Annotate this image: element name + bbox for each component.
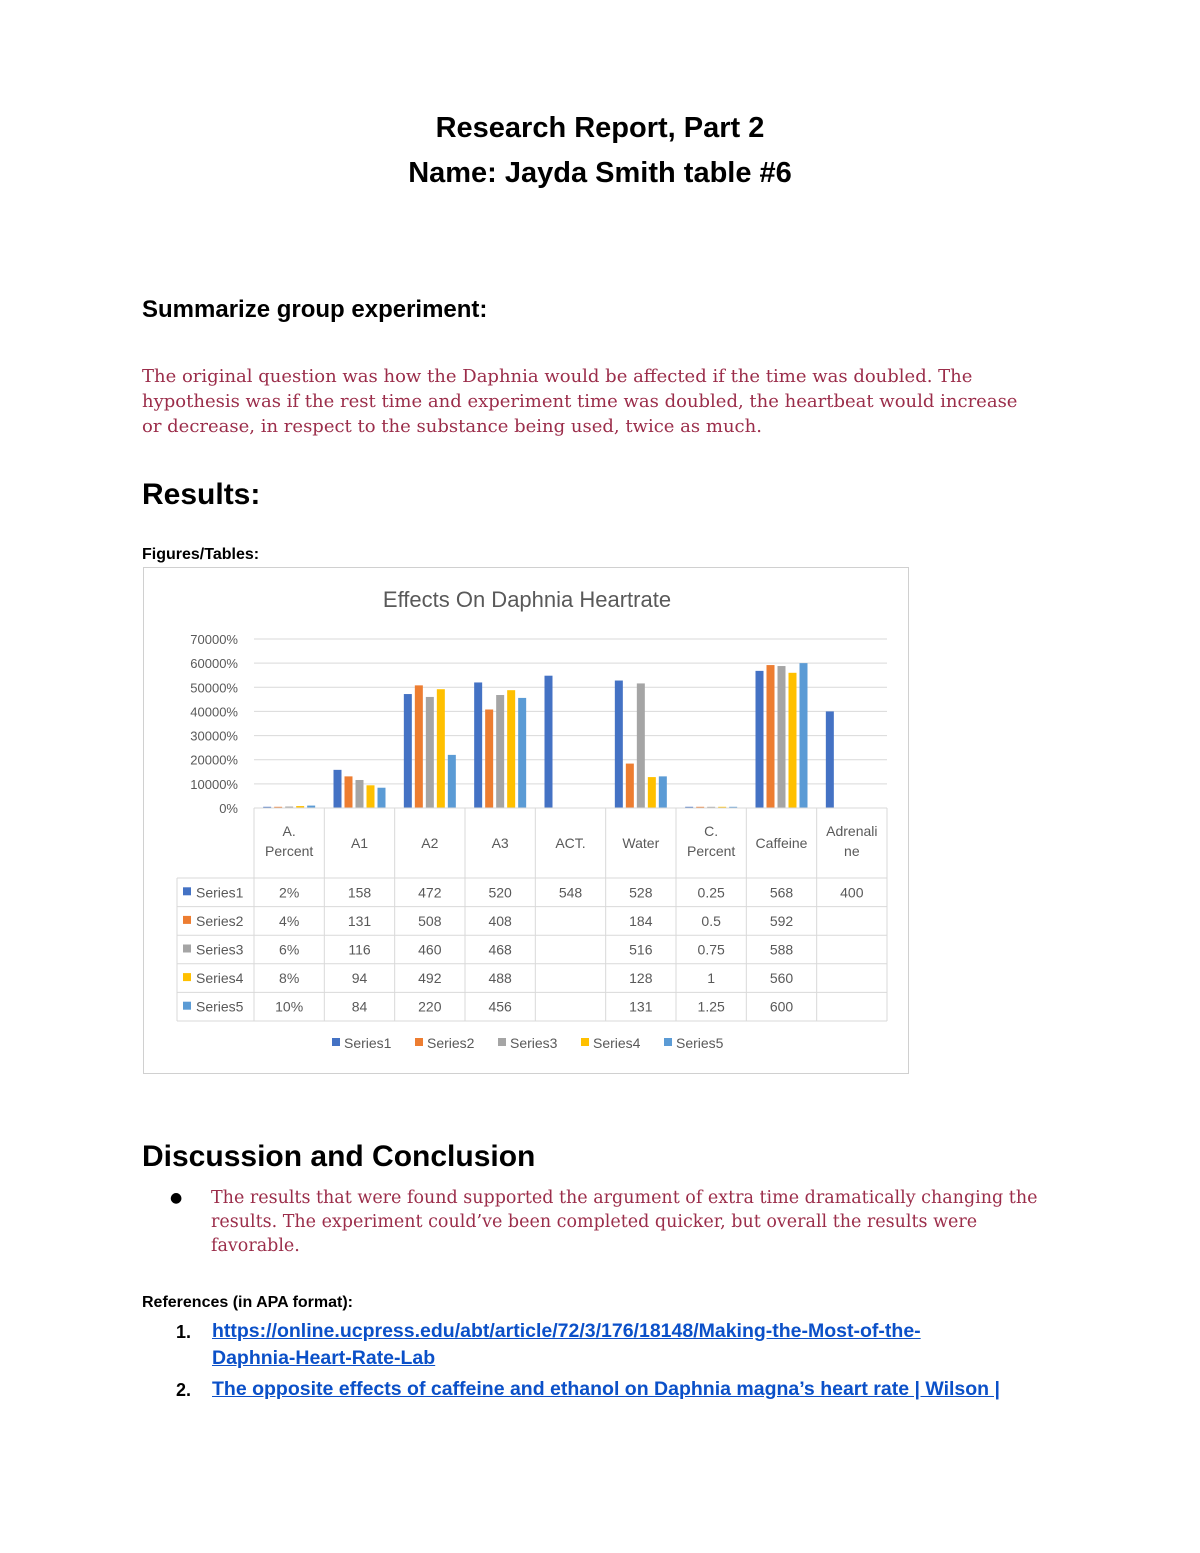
name-line: Name: Jayda Smith table #6 (408, 157, 792, 189)
bar-series1-2 (334, 770, 342, 808)
bar-series3-4 (496, 695, 504, 808)
bar-series3-6 (637, 683, 645, 808)
category-label: Percent (687, 843, 736, 859)
table-cell: 131 (629, 998, 653, 1015)
bar-series2-4 (485, 709, 493, 808)
y-tick-label: 50000% (190, 680, 238, 696)
table-cell: 1 (707, 970, 716, 987)
table-cell: 8% (279, 970, 300, 987)
bar-series1-3 (404, 694, 412, 808)
y-tick-label: 60000% (190, 656, 238, 672)
reference-link-line[interactable]: https://online.ucpress.edu/abt/article/72/3/176/18148/Making-the-Most-of-the- (212, 1320, 921, 1342)
category-label: A. (282, 823, 296, 839)
category-label: Adrenali (826, 823, 878, 839)
bar-series4-6 (648, 777, 656, 808)
table-legend-key (183, 916, 191, 924)
bullet-line: results. The experiment could’ve been completed quicker, but overall the results were favorable. (211, 1212, 978, 1256)
legend-key (581, 1038, 589, 1046)
table-series-label: Series4 (196, 970, 244, 987)
table-series-label: Series1 (196, 884, 244, 901)
table-cell: 0.75 (697, 941, 725, 958)
table-legend-key (183, 945, 191, 953)
table-cell: 600 (769, 998, 794, 1015)
reference-link-1[interactable] (212, 1318, 1072, 1372)
bar-series2-3 (415, 685, 423, 808)
bar-series3-8 (778, 666, 786, 808)
category-label: A1 (350, 835, 369, 851)
bar-series2-6 (626, 764, 634, 808)
results-heading: Results: (142, 478, 261, 511)
summary-line: The original question was how the Daphnia would be affected if the time was doubled. The (142, 366, 973, 387)
summary-line: hypothesis was if the rest time and experiment time was doubled, the heartbeat would increase (142, 391, 1018, 412)
legend-label: Series1 (344, 1035, 392, 1051)
discussion-heading: Discussion and Conclusion (142, 1140, 536, 1173)
y-tick-label: 0% (219, 801, 238, 816)
bar-series1-5 (545, 676, 553, 808)
legend-label: Series2 (427, 1035, 475, 1051)
category-label: Caffeine (755, 835, 808, 851)
reference-link-2[interactable]: The opposite effects of caffeine and ethanol on Daphnia magna’s heart rate | Wilson | (212, 1378, 1000, 1400)
table-cell: 516 (629, 941, 653, 958)
table-cell: 400 (840, 884, 864, 901)
summary-line: or decrease, in respect to the substance being used, twice as much. (142, 416, 762, 437)
table-series-label: Series5 (196, 998, 244, 1015)
bullet-text (211, 1186, 1051, 1258)
table-cell: 94 (351, 970, 368, 987)
bar-series2-2 (345, 776, 353, 808)
table-cell: 10% (275, 998, 304, 1015)
table-legend-key (183, 1002, 191, 1010)
table-cell: 468 (488, 941, 512, 958)
figures-label: Figures/Tables: (142, 546, 260, 563)
bar-chart (144, 568, 910, 1075)
table-legend-key (183, 973, 191, 981)
bar-series4-2 (367, 785, 375, 808)
table-cell: 528 (629, 884, 653, 901)
y-tick-label: 10000% (190, 776, 238, 792)
table-cell: 492 (418, 970, 442, 987)
bar-series1-4 (474, 682, 482, 808)
bar-series1-6 (615, 681, 623, 808)
chart-title: Effects On Daphnia Heartrate (382, 587, 672, 612)
table-cell: 220 (418, 998, 442, 1015)
legend-label: Series5 (676, 1035, 724, 1051)
category-label: ACT. (555, 835, 586, 851)
table-cell: 0.5 (701, 912, 721, 929)
table-cell: 456 (488, 998, 512, 1015)
legend-key (415, 1038, 423, 1046)
reference-link-line[interactable]: Daphnia-Heart-Rate-Lab (212, 1347, 436, 1369)
bar-series4-4 (507, 690, 515, 808)
table-cell: 560 (769, 970, 794, 987)
page-title: Research Report, Part 2 (435, 112, 765, 144)
legend-key (332, 1038, 340, 1046)
bullet-line: The results that were found supported the argument of extra time dramatically changing the (211, 1188, 1038, 1208)
category-label: A3 (491, 835, 509, 851)
bullet-icon: ● (170, 1190, 183, 1206)
table-cell: 488 (488, 970, 512, 987)
bar-series1-8 (756, 671, 764, 808)
table-cell: 6% (279, 941, 300, 958)
table-cell: 592 (769, 912, 794, 929)
table-cell: 4% (279, 912, 300, 929)
table-cell: 2% (279, 884, 300, 901)
y-tick-label: 70000% (190, 632, 238, 647)
references-heading: References (in APA format): (142, 1294, 353, 1311)
legend-label: Series4 (593, 1035, 641, 1051)
legend-key (498, 1038, 506, 1046)
chart-container (143, 567, 909, 1074)
table-cell: 0.25 (697, 884, 725, 901)
bar-series3-2 (356, 780, 364, 808)
y-tick-label: 40000% (190, 704, 238, 720)
table-cell: 472 (418, 884, 442, 901)
table-cell: 520 (488, 884, 512, 901)
bar-series5-6 (659, 776, 667, 808)
y-tick-label: 30000% (190, 728, 238, 744)
category-label: Percent (265, 843, 314, 859)
table-series-label: Series3 (196, 941, 244, 958)
category-label: A2 (421, 835, 439, 851)
table-cell: 131 (347, 912, 372, 929)
table-cell: 588 (769, 941, 794, 958)
table-cell: 568 (769, 884, 794, 901)
table-cell: 408 (488, 912, 512, 929)
table-cell: 158 (347, 884, 372, 901)
bar-series2-8 (767, 665, 775, 808)
table-cell: 1.25 (697, 998, 725, 1015)
table-cell: 128 (629, 970, 653, 987)
legend-label: Series3 (510, 1035, 558, 1051)
table-cell: 508 (418, 912, 442, 929)
reference-number: 2. (176, 1380, 192, 1400)
bar-series4-3 (437, 689, 445, 808)
bar-series1-9 (826, 711, 834, 808)
bar-series5-2 (378, 788, 386, 808)
table-cell: 184 (629, 912, 653, 929)
category-label: ne (844, 843, 860, 859)
reference-number: 1. (176, 1322, 192, 1342)
table-cell: 116 (348, 941, 371, 958)
summary-heading: Summarize group experiment: (142, 296, 488, 323)
bar-series4-8 (789, 673, 797, 808)
table-cell: 548 (558, 884, 583, 901)
table-cell: 460 (418, 941, 442, 958)
bar-series3-3 (426, 697, 434, 808)
table-cell: 84 (351, 998, 368, 1015)
y-tick-label: 20000% (190, 752, 238, 768)
bar-series5-4 (518, 698, 526, 808)
table-series-label: Series2 (196, 912, 244, 929)
bar-series5-3 (448, 755, 456, 808)
table-legend-key (183, 887, 191, 895)
category-label: Water (622, 835, 660, 851)
legend-key (664, 1038, 672, 1046)
category-label: C. (704, 823, 719, 839)
summary-paragraph (142, 364, 1052, 439)
bar-series5-8 (800, 663, 808, 808)
